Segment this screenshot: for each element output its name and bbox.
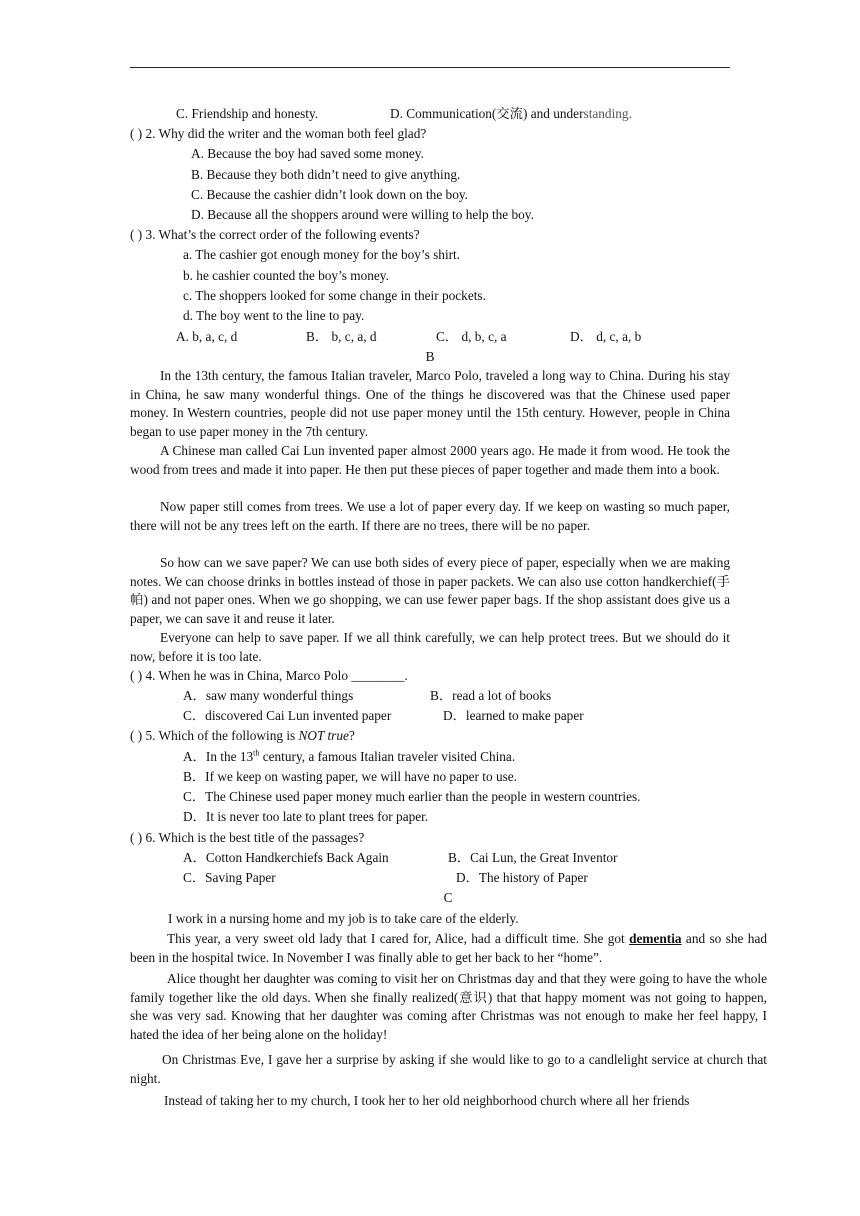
q6-option-c: C．Saving Paper — [183, 870, 276, 885]
q6-option-a: A．Cotton Handkerchiefs Back Again — [183, 850, 389, 865]
q5-option-c: C．The Chinese used paper money much earlier than the people in western countries. — [183, 789, 641, 804]
section-c-heading: C — [443, 890, 453, 905]
q3-event-d: d. The boy went to the line to pay. — [183, 308, 365, 323]
q2-option-b: B. Because they both didn’t need to give anything. — [191, 167, 461, 182]
q2-stem: ( ) 2. Why did the writer and the woman both feel glad? — [130, 126, 427, 141]
passage-b-paragraph-5: Everyone can help to save paper. If we all think carefully, we can help protect trees. But we should do it now, before it is too late. — [130, 630, 730, 664]
q5-stem: ( ) 5. Which of the following is NOT true? — [130, 728, 355, 743]
q2-option-a: A. Because the boy had saved some money. — [191, 146, 424, 161]
q3-event-c: c. The shoppers looked for some change in their pockets. — [183, 288, 486, 303]
passage-b-paragraph-3: Now paper still comes from trees. We use a lot of paper every day. If we keep on wasting so much paper, there will not be any trees left on the earth. If there are no trees, there will be no paper. — [130, 499, 730, 533]
q2-option-d: D. Because all the shoppers around were willing to help the boy. — [191, 207, 534, 222]
q1-option-d: D. Communication(交流) and understanding. — [390, 106, 632, 121]
q3-event-b: b. he cashier counted the boy’s money. — [183, 268, 389, 283]
q3-option-b: B． b, c, a, d — [306, 329, 377, 344]
q5-option-a: A．In the 13th century, a famous Italian traveler visited China. — [183, 748, 516, 764]
q1-option-c: C. Friendship and honesty. — [176, 106, 319, 121]
q6-option-d: D．The history of Paper — [456, 870, 588, 885]
q3-event-a: a. The cashier got enough money for the boy’s shirt. — [183, 247, 461, 262]
q4-option-d: D．learned to make paper — [443, 708, 584, 723]
passage-c-paragraph-1: I work in a nursing home and my job is to take care of the elderly. — [168, 911, 519, 926]
q2-option-c: C. Because the cashier didn’t look down on the boy. — [191, 187, 468, 202]
header-rule — [130, 67, 730, 68]
passage-c-paragraph-3: Alice thought her daughter was coming to visit her on Christmas day and that they were going to have the whole family together like the old days. When she finally realized(意识) that that happy moment was not going to happen, she was very sad. Knowing that her daughter was coming after Christmas was not enough to make her feel happy, I hated the idea of her being alone on the holiday! — [130, 971, 767, 1043]
passage-b-paragraph-2: A Chinese man called Cai Lun invented paper almost 2000 years ago. He made it from wood. He took the wood from trees and made it into paper. He then put these pieces of paper together and made them into a book. — [130, 443, 730, 477]
passage-c-paragraph-2: This year, a very sweet old lady that I cared for, Alice, had a difficult time. She got dementia and so she had been in the hospital twice. In November I was finally able to get her back to her “home”. — [130, 931, 767, 965]
q3-option-c: C． d, b, c, a — [436, 329, 507, 344]
passage-c-paragraph-4: On Christmas Eve, I gave her a surprise by asking if she would like to go to a candlelight service at church that night. — [130, 1052, 767, 1086]
q3-option-d: D． d, c, a, b — [570, 329, 642, 344]
q4-stem: ( ) 4. When he was in China, Marco Polo ________. — [130, 668, 408, 683]
q5-option-b: B．If we keep on wasting paper, we will have no paper to use. — [183, 769, 518, 784]
q6-stem: ( ) 6. Which is the best title of the passages? — [130, 830, 365, 845]
section-b-heading: B — [425, 349, 435, 364]
q3-stem: ( ) 3. What’s the correct order of the following events? — [130, 227, 420, 242]
q3-option-a: A. b, a, c, d — [176, 329, 238, 344]
q4-option-a: A．saw many wonderful things — [183, 688, 354, 703]
q5-option-d: D．It is never too late to plant trees for paper. — [183, 809, 429, 824]
q6-option-b: B．Cai Lun, the Great Inventor — [448, 850, 618, 865]
q4-option-c: C．discovered Cai Lun invented paper — [183, 708, 392, 723]
passage-b-paragraph-4: So how can we save paper? We can use both sides of every piece of paper, especially when we are making notes. We can choose drinks in bottles instead of those in paper packets. We can also use cotton handkerchief(手帕) and not paper ones. When we go shopping, we can use fewer paper bags. If the shop assistant does give us a paper, we can save it and reuse it later. — [130, 555, 730, 627]
passage-b-paragraph-1: In the 13th century, the famous Italian traveler, Marco Polo, traveled a long way to China. During his stay in China, he saw many wonderful things. One of the things he discovered was that the Chinese used paper money. In Western countries, people did not use paper money until the 15th century. However, people in China began to use paper money in the 7th century. — [130, 368, 730, 440]
passage-c-paragraph-5: Instead of taking her to my church, I took her to her old neighborhood church where all her friends — [164, 1093, 690, 1108]
q4-option-b: B．read a lot of books — [430, 688, 552, 703]
